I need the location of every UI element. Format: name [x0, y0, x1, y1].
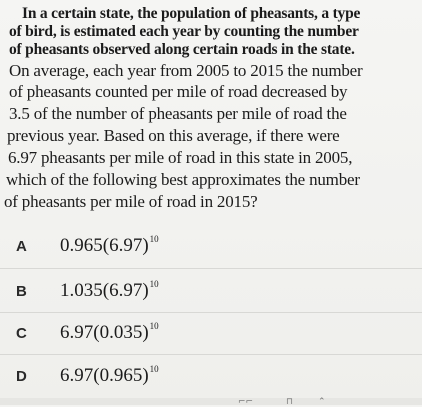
choice-divider [0, 354, 422, 355]
question-line: of bird, is estimated each year by counting the number [9, 23, 359, 40]
question-line: 6.97 pheasants per mile of road in this state in 2005, [8, 148, 353, 167]
choice-expression: $6.97(0.035)^{10}$ [60, 321, 159, 343]
question-line: of pheasants per mile of road in 2015? [4, 192, 258, 211]
choice-letter: B [16, 283, 27, 300]
question-line: On average, each year from 2005 to 2015 the number [9, 61, 363, 80]
question-line: of pheasants observed along certain roads in the state. [9, 41, 355, 58]
toolbar-arrow-icon[interactable]: ⌃ [318, 397, 326, 407]
toolbar-edge [0, 398, 422, 405]
choice-letter: C [16, 325, 27, 342]
choice-expression: $0.965(6.97)^{10}$ [60, 234, 159, 256]
question-line: In a certain state, the population of pheasants, a type [22, 5, 361, 22]
toolbar-bracket-icon[interactable]: ⌐⌐ [238, 397, 254, 407]
toolbar-box-icon[interactable]: ⊓ [286, 397, 294, 407]
question-line: previous year. Based on this average, if there were [7, 126, 340, 145]
choice-letter: D [16, 368, 27, 385]
choice-divider [0, 268, 422, 269]
choice-expression: $6.97(0.965)^{10}$ [60, 364, 159, 386]
question-line: which of the following best approximates the number [6, 170, 360, 189]
choice-divider [0, 312, 422, 313]
question-line: of pheasants counted per mile of road decreased by [9, 82, 348, 101]
choice-expression: $1.035(6.97)^{10}$ [60, 279, 159, 301]
choice-letter: A [16, 238, 27, 255]
question-line: 3.5 of the number of pheasants per mile of road the [9, 104, 347, 123]
